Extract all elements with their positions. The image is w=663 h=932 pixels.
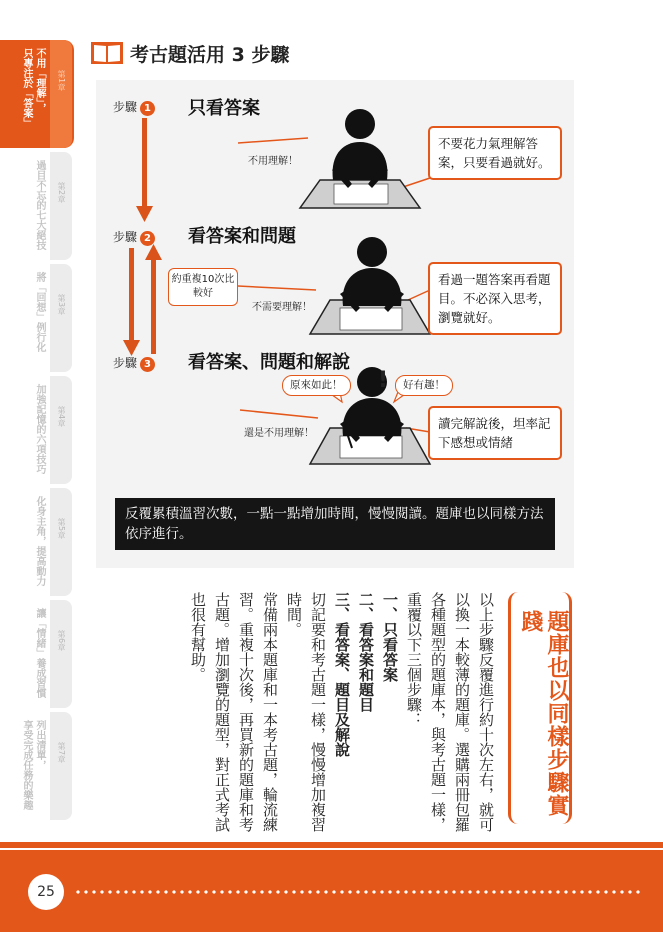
chapter-title-line1: 化身主角，提高動力	[34, 496, 45, 586]
chapter-title-line2: 只專注於「答案」	[21, 48, 32, 128]
person-reading-2	[310, 237, 430, 334]
chapter-title-line2: 享受完成任務的樂趣	[21, 720, 32, 810]
step-title-1: 只看答案	[188, 98, 260, 119]
chapter-number-tab: 第3章	[50, 264, 72, 372]
body-intro: 以上步驟反覆進行約十次左右，就可以換一本較薄的題庫。選購兩冊包羅各種題型的題庫本，與考古題一樣，重覆以下三個步驟：	[405, 592, 495, 832]
speech-bubble-1: 不要花力氣理解答案，只要看過就好。	[428, 126, 562, 180]
body-paragraph-2: 切記要和考古題一樣，慢慢增加複習時間。	[285, 592, 327, 832]
step-label-3: 步驟 3	[113, 354, 155, 372]
chapter-title-line1: 不用「理解」，	[34, 48, 45, 113]
section-title-box	[508, 592, 572, 824]
person-reading-1	[300, 109, 420, 208]
body-paragraph-3: 常備兩本題庫和一本考古題，輪流練習。重複十次後，再買新的題庫和考古題。增加瀏覽的題型，對正式考試也很有幫助。	[189, 592, 279, 832]
summary-bar: 反覆累積溫習次數，一點一點增加時間，慢慢閱讀。題庫也以同樣方法依序進行。	[115, 498, 555, 550]
chapter-number-tab: 第6章	[50, 600, 72, 708]
reaction-tag-right: 好有趣！	[395, 375, 453, 396]
step-note-3: 還是不用理解！	[244, 428, 314, 439]
chapter-title-line1: 列出清單，	[34, 720, 45, 770]
chapter-title-line1: 過目不忘的七大絕技	[34, 160, 45, 250]
chapter-title-line1: 讓「情緒」養成習慣	[34, 608, 45, 698]
section-title: 題庫也以同樣步驟實踐	[518, 610, 569, 817]
chapter-number-tab: 第2章	[50, 152, 72, 260]
chapter-number-tab: 第1章	[50, 40, 72, 148]
body-text	[110, 592, 498, 832]
list-item-2: 二、看答案和題目	[357, 592, 375, 712]
chapter-title-line1: 加強記憶的六項技巧	[34, 384, 45, 474]
step-note-2: 不需要理解！	[252, 302, 312, 313]
reaction-tag-left: 原來如此！	[282, 375, 351, 396]
step-title-3: 看答案、問題和解說	[188, 352, 350, 373]
step-label-2: 步驟 2	[113, 228, 155, 246]
page-number: 25	[28, 874, 64, 910]
step-number-badge: 2	[140, 231, 155, 246]
step-note-1: 不用理解！	[248, 156, 298, 167]
chapter-number-tab: 第4章	[50, 376, 72, 484]
chapter-number-tab: 第7章	[50, 712, 72, 820]
chapter-number-tab: 第5章	[50, 488, 72, 596]
step-label-1: 步驟 1	[113, 98, 155, 116]
chapter-title-line1: 將「回想」例行化	[34, 272, 45, 352]
step-title-2: 看答案和問題	[188, 226, 296, 247]
exclamation-mark: !	[378, 368, 389, 393]
step-number-badge: 1	[140, 101, 155, 116]
list-item-1: 一、只看答案	[381, 592, 399, 682]
page-footer	[0, 842, 663, 932]
list-item-3: 三、看答案、題目及解說	[333, 592, 351, 757]
repeat-note: 約重複10次比較好	[168, 268, 238, 306]
step-number-badge: 3	[140, 357, 155, 372]
footer-stripe	[0, 842, 663, 848]
speech-bubble-2: 看過一題答案再看題目。不必深入思考，瀏覽就好。	[428, 262, 562, 335]
page-heading: 考古題活用 3 步驟	[130, 44, 290, 66]
speech-bubble-3: 讀完解說後，坦率記下感想或情緒	[428, 406, 562, 460]
footer-dotted-line	[74, 890, 644, 894]
